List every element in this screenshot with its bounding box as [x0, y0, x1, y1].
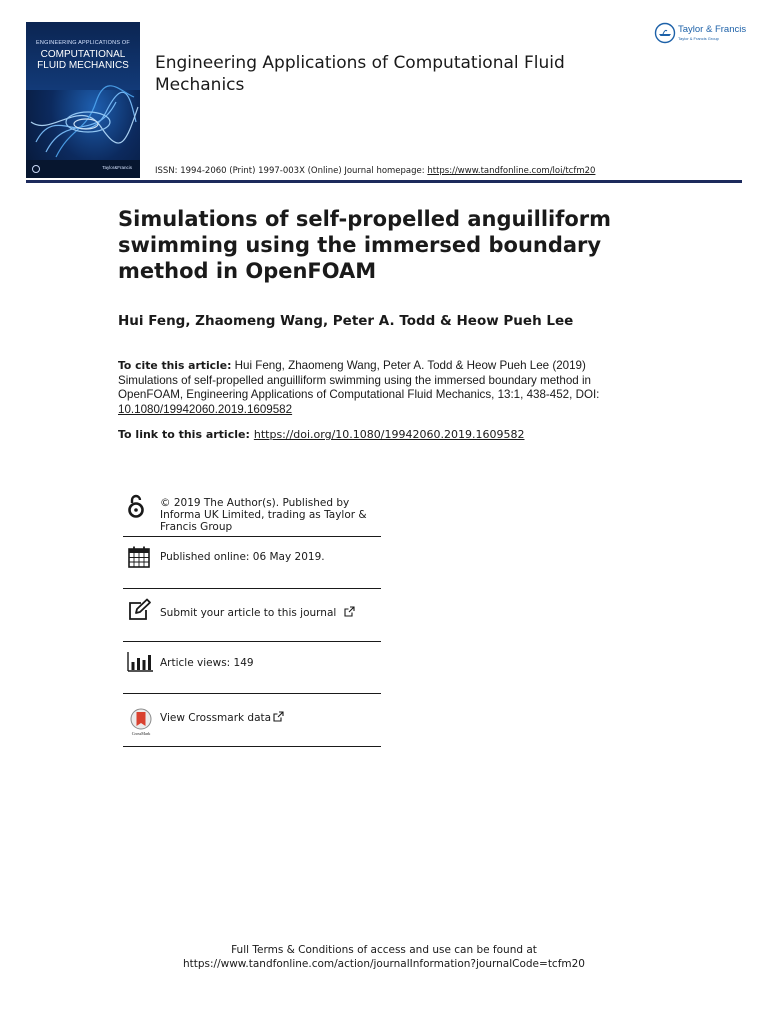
crossmark-label: View Crossmark data	[160, 712, 272, 724]
publisher-logo-sub: Taylor & Francis Group	[678, 36, 719, 41]
journal-homepage-link[interactable]: https://www.tandfonline.com/loi/tcfm20	[427, 166, 596, 176]
citation-label: To cite this article:	[118, 359, 232, 372]
crossmark-icon-label: CrossMark	[131, 731, 151, 736]
external-link-icon	[273, 711, 284, 722]
article-views-text: Article views: 149	[160, 657, 254, 669]
article-doi-link[interactable]: https://doi.org/10.1080/19942060.2019.1609582	[253, 428, 525, 441]
terms-url[interactable]: https://www.tandfonline.com/action/journalInformation?journalCode=tcfm20	[182, 958, 585, 970]
cover-publisher: Taylor&Francis	[102, 165, 132, 170]
edit-article-icon	[127, 598, 153, 622]
info-row-crossmark[interactable]	[123, 694, 381, 747]
open-access-text: © 2019 The Author(s). Published by Informa UK Limited, trading as Taylor & Francis Group	[160, 497, 367, 533]
open-access-icon	[127, 493, 147, 521]
submit-article-label: Submit your article to this journal	[160, 607, 337, 619]
crossmark-icon	[127, 708, 155, 736]
header-divider	[26, 180, 742, 183]
publisher-logo[interactable]	[654, 22, 746, 48]
cover-series-text: ENGINEERING APPLICATIONS OF	[36, 40, 130, 46]
cover-title: COMPUTATIONAL FLUID MECHANICS	[37, 49, 129, 71]
submit-article-link[interactable]	[160, 606, 355, 619]
article-link-label: To link to this article:	[118, 428, 250, 441]
article-authors: Hui Feng, Zhaomeng Wang, Peter A. Todd & Heow Pueh Lee	[118, 313, 574, 329]
info-row-views	[123, 642, 381, 694]
external-link-icon	[344, 606, 355, 617]
citation-doi-link[interactable]: 10.1080/19942060.2019.1609582	[118, 402, 293, 416]
crossmark-link[interactable]	[160, 711, 284, 724]
info-row-published	[123, 537, 381, 589]
taylor-francis-lamp-icon	[654, 22, 676, 44]
terms-line: Full Terms & Conditions of access and use can be found at	[231, 944, 537, 956]
publisher-logo-name: Taylor & Francis	[678, 24, 747, 35]
citation-block	[118, 359, 638, 417]
cover-vortex-graphic	[26, 82, 140, 160]
article-info-list	[123, 490, 381, 747]
info-row-submit[interactable]	[123, 589, 381, 642]
published-date-text: Published online: 06 May 2019.	[160, 551, 325, 563]
info-row-open-access	[123, 490, 381, 537]
cover-footer	[26, 160, 140, 178]
citation-text: Hui Feng, Zhaomeng Wang, Peter A. Todd & Heow Pueh Lee (2019) Simulations of self-propelled anguilliform swimming using the immersed boundary method in OpenFOAM, Engineering Applications of Computational Fluid Mechanics, 13:1, 438-452, DOI:	[118, 359, 600, 401]
issn-text: ISSN: 1994-2060 (Print) 1997-003X (Online) Journal homepage:	[155, 166, 428, 176]
article-title: Simulations of self-propelled anguilliform swimming using the immersed boundary method in OpenFOAM	[118, 207, 612, 283]
article-link-line	[118, 428, 524, 441]
calendar-icon	[127, 545, 151, 569]
terms-footer	[0, 943, 768, 971]
cover-seal-icon	[32, 165, 40, 173]
journal-cover-image	[26, 22, 140, 178]
issn-line	[155, 166, 595, 176]
bar-chart-icon	[127, 652, 153, 672]
journal-title: Engineering Applications of Computational Fluid Mechanics	[155, 53, 565, 95]
